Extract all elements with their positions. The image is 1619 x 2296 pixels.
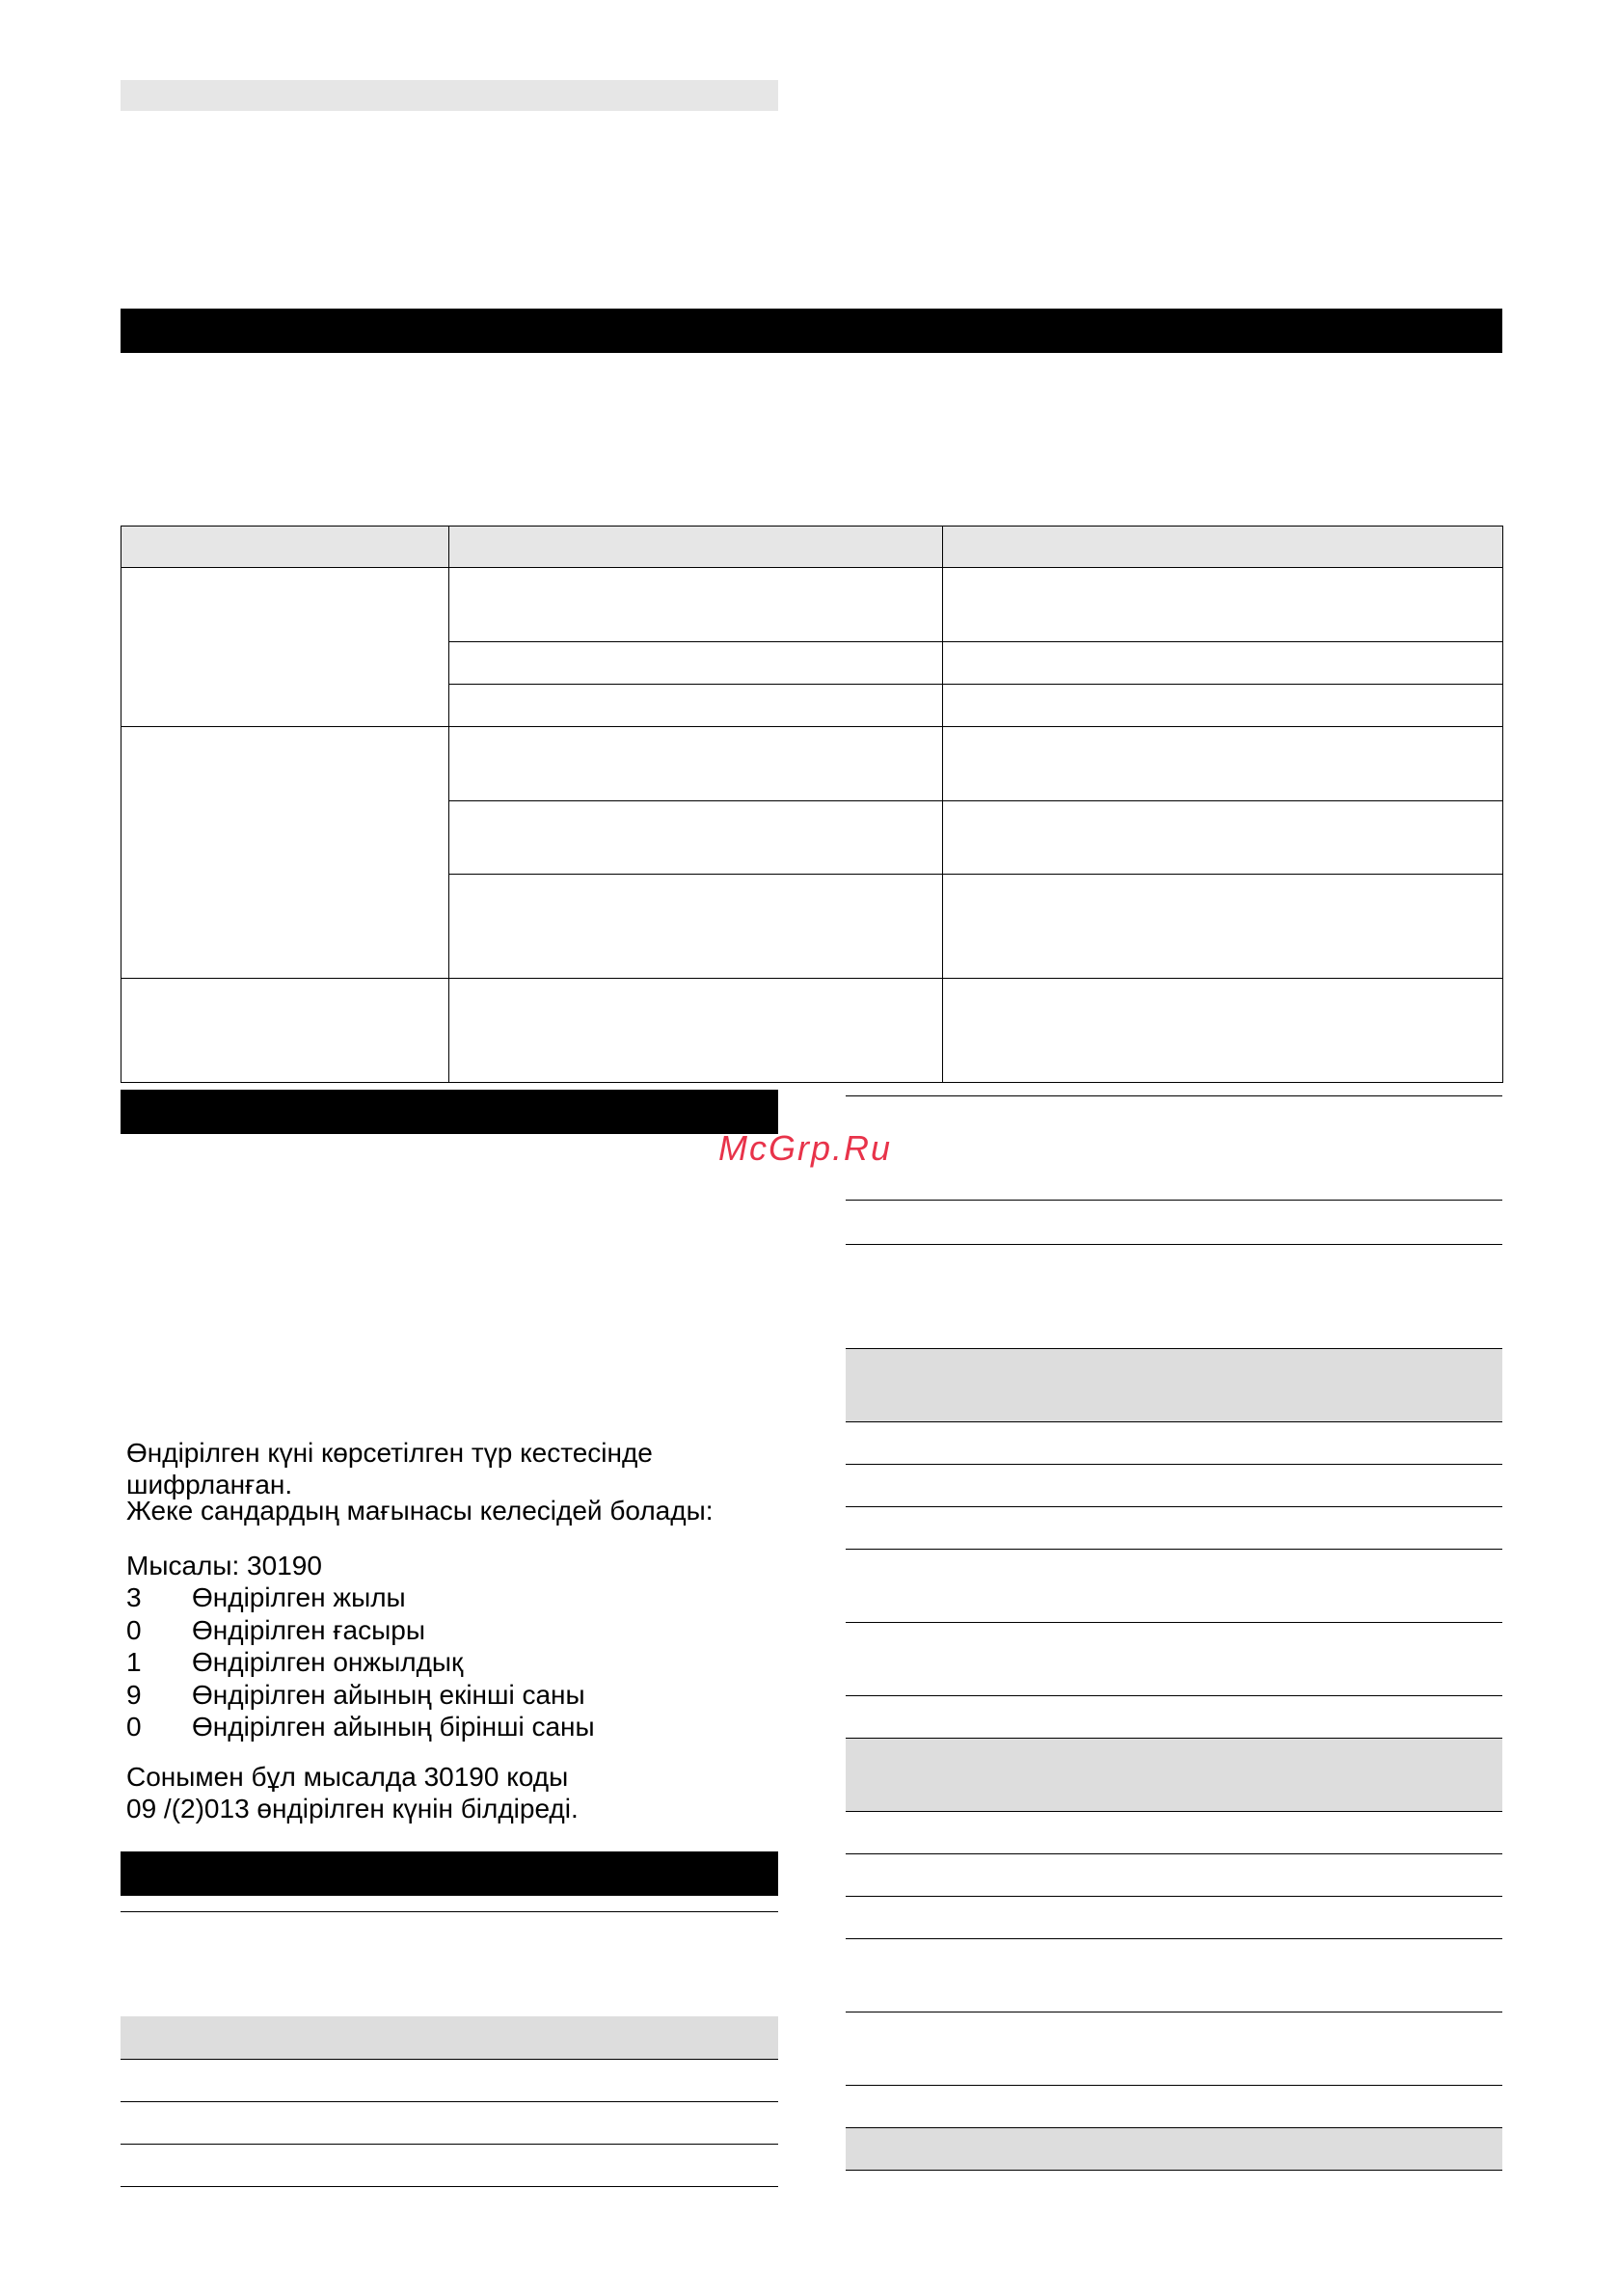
watermark: McGrp.Ru [718,1128,893,1168]
table-row [121,727,1503,801]
digit: 3 [126,1582,142,1612]
list-item [126,1614,595,1647]
list-item [126,1581,595,1614]
table-rule [846,2085,1502,2086]
table-rule [846,1896,1502,1897]
table-row [121,979,1503,1083]
list-item [126,1646,595,1679]
table-rule [846,1200,1502,1201]
table-rule [846,1095,1502,1096]
table-header-row [121,527,1503,568]
conclusion-line: Сонымен бұл мысалда 30190 коды [126,1762,569,1792]
table-rule [846,1938,1502,1939]
digit-meaning: Өндірілген ғасыры [192,1614,425,1645]
table-rule [846,1421,1502,1422]
table-row [121,568,1503,642]
digit-meaning: Өндірілген айының екінші саны [192,1679,585,1710]
digit-meaning: Өндірілген жылы [192,1582,406,1612]
digit-meaning: Өндірілген онжылдық [192,1647,464,1677]
table-rule [846,1244,1502,1245]
table-rule [846,2127,1502,2128]
list-item [126,1711,595,1743]
table-rule [121,2101,778,2102]
production-date-example: Мысалы: 30190 [126,1551,322,1580]
table-rule [121,2186,778,2187]
digit: 0 [126,1614,142,1645]
table-rule [846,1549,1502,1550]
section-heading-bar [121,1090,778,1134]
table-rule [846,1348,1502,1349]
section-heading-bar [121,1851,778,1896]
table-rule [121,2144,778,2145]
table-rule [846,2170,1502,2171]
table-rule [121,1911,778,1912]
production-date-conclusion [126,1761,579,1824]
troubleshooting-table [121,526,1503,1083]
header-grey-band [121,80,778,111]
section-heading-bar [121,309,1502,353]
table-rule [846,1464,1502,1465]
digit-list [126,1581,595,1743]
table-rule [846,1695,1502,1696]
conclusion-line: 09 /(2)013 өндірілген күнін білдіреді. [126,1794,579,1823]
digit: 9 [126,1679,142,1710]
table-rule [846,1853,1502,1854]
table-rule [846,1738,1502,1739]
table-rule [846,1622,1502,1623]
list-item [126,1679,595,1712]
table-rule [846,1811,1502,1812]
table-rule [846,1506,1502,1507]
digit-meaning: Өндірілген айының бірінші саны [192,1712,595,1742]
digit: 1 [126,1647,142,1677]
table-group-row [846,1738,1502,1811]
table-group-row [121,2016,778,2059]
table-group-row [846,2127,1502,2170]
digit: 0 [126,1712,142,1742]
production-date-meaning: Жеке сандардың мағынасы келесідей болады: [126,1496,714,1526]
production-date-intro: Өндірілген күні көрсетілген түр кестесінде шифрланған. [126,1438,653,1499]
table-group-row [846,1348,1502,1421]
table-rule [121,2059,778,2060]
